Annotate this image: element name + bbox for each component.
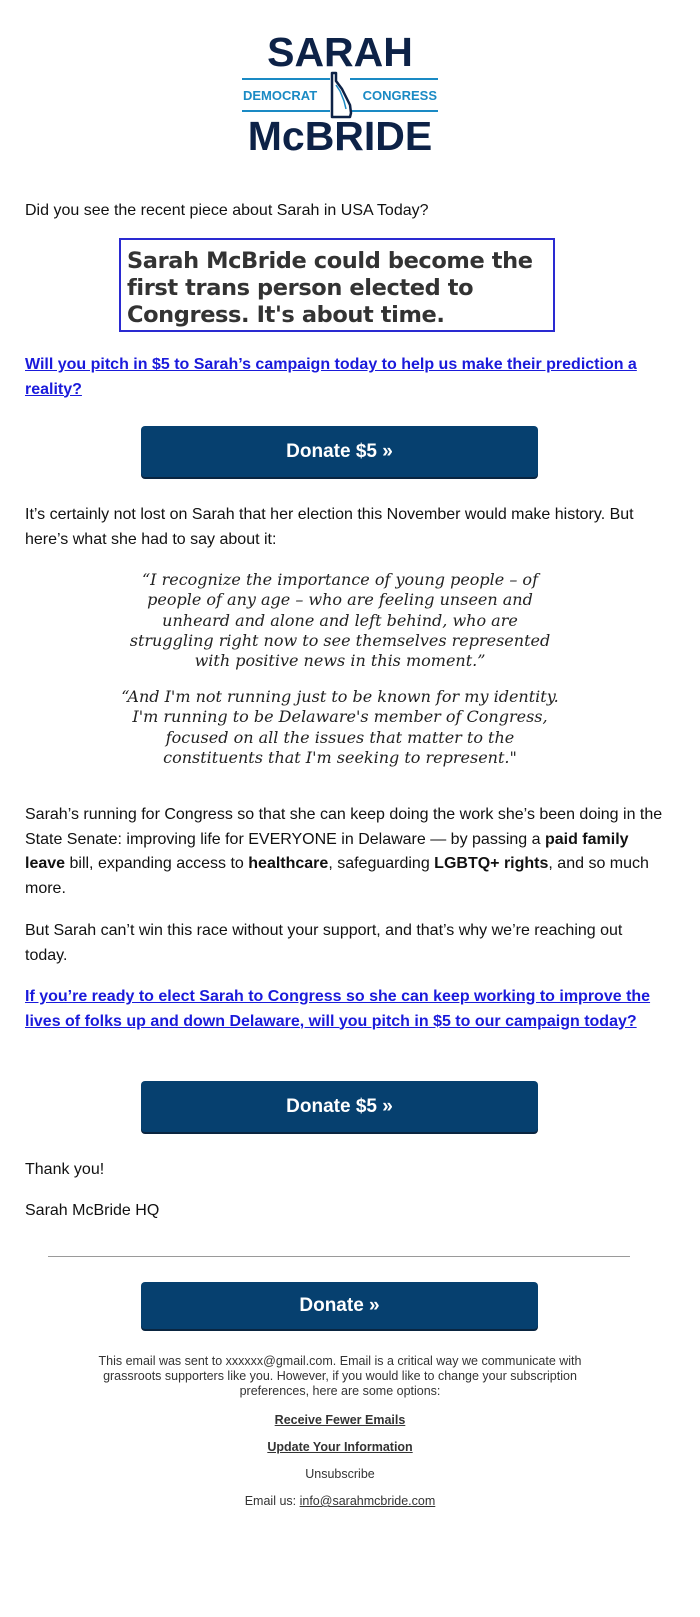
ask-paragraph-1 (25, 353, 655, 402)
logo-middle-band (240, 77, 440, 113)
headline-text: Sarah McBride could become the first trans person elected to Congress. It's about time. (127, 248, 533, 328)
receive-fewer-emails-link[interactable]: Receive Fewer Emails (274, 1413, 406, 1427)
pitch-in-link-2[interactable]: If you’re ready to elect Sarah to Congress so she can keep working to improve the lives of folks up and down Delaware, will you pitch in $5 to our campaign today? (25, 988, 651, 1030)
running-text-1: Sarah’s running for Congress so that she can keep doing the work she’s been doing in the State Senate: improving life for EVERYONE in Delaware — by passing a (25, 806, 663, 848)
paid-family-leave-emphasis: paid family leave (25, 830, 629, 872)
donate-button-footer[interactable] (141, 1282, 538, 1329)
email-us-line (0, 1494, 680, 1508)
running-text-3: , safeguarding (328, 855, 435, 872)
support-paragraph: But Sarah can’t win this race without your support, and that’s why we’re reaching out today. (25, 922, 623, 964)
donate-button-footer-label: Donate » (299, 1295, 380, 1316)
thanks-text: Thank you! (25, 1161, 105, 1178)
unsubscribe-link[interactable]: Unsubscribe (305, 1467, 375, 1481)
lgbtq-rights-emphasis: LGBTQ+ rights (434, 855, 549, 872)
logo-top-word: SARAH (267, 29, 413, 75)
running-text-2: bill, expanding access to (65, 855, 249, 872)
donate-5-button-1[interactable] (141, 426, 538, 477)
intro-text: Did you see the recent piece about Sarah in USA Today? (25, 202, 429, 219)
update-information-link[interactable]: Update Your Information (267, 1440, 413, 1454)
footer-divider (48, 1256, 630, 1257)
logo-congress-word: CONGRESS (362, 88, 437, 103)
signature-text: Sarah McBride HQ (25, 1202, 160, 1219)
pitch-in-link-1[interactable]: Will you pitch in $5 to Sarah’s campaign today to help us make their prediction a reality? (25, 356, 637, 398)
logo-rule-bottom-right (350, 110, 438, 112)
donate-5-button-2-label: Donate $5 » (286, 1096, 393, 1117)
email-us-label: Email us: (244, 1494, 300, 1508)
donate-5-button-2[interactable] (141, 1081, 538, 1132)
history-paragraph: It’s certainly not lost on Sarah that her election this November would make history. But here’s what she had to say about it: (25, 506, 634, 548)
logo-rule-bottom-left (242, 110, 330, 112)
footer-notice: This email was sent to xxxxxx@gmail.com. Email is a critical way we communicate with grassroots supporters like you. However, if you would like to change your subscription preferences, here are some options: (98, 1354, 582, 1398)
campaign-logo (240, 30, 440, 160)
healthcare-emphasis: healthcare (248, 855, 329, 872)
quote-2: “And I'm not running just to be known for my identity. I'm running to be Delaware's member of Congress, focused on all the issues that matter to the constituents that I'm seeking to represent." (121, 687, 559, 767)
logo-democrat-word: DEMOCRAT (243, 88, 318, 103)
ask-paragraph-2 (25, 985, 655, 1034)
email-address-link[interactable]: info@sarahmcbride.com (299, 1494, 436, 1508)
logo-rule-top-right (350, 78, 438, 80)
running-text-4: , and so much more. (25, 855, 649, 897)
logo-rule-top-left (242, 78, 330, 80)
donate-5-button-1-label: Donate $5 » (286, 441, 393, 462)
usa-today-headline-image (119, 238, 555, 332)
quote-1: “I recognize the importance of young people – of people of any age – who are feeling unseen and unheard and alone and left behind, who are struggling right now to see themselves represented with positive news in this moment.” (129, 570, 551, 671)
running-paragraph (25, 803, 665, 901)
logo-bottom-word: McBRIDE (247, 113, 433, 159)
